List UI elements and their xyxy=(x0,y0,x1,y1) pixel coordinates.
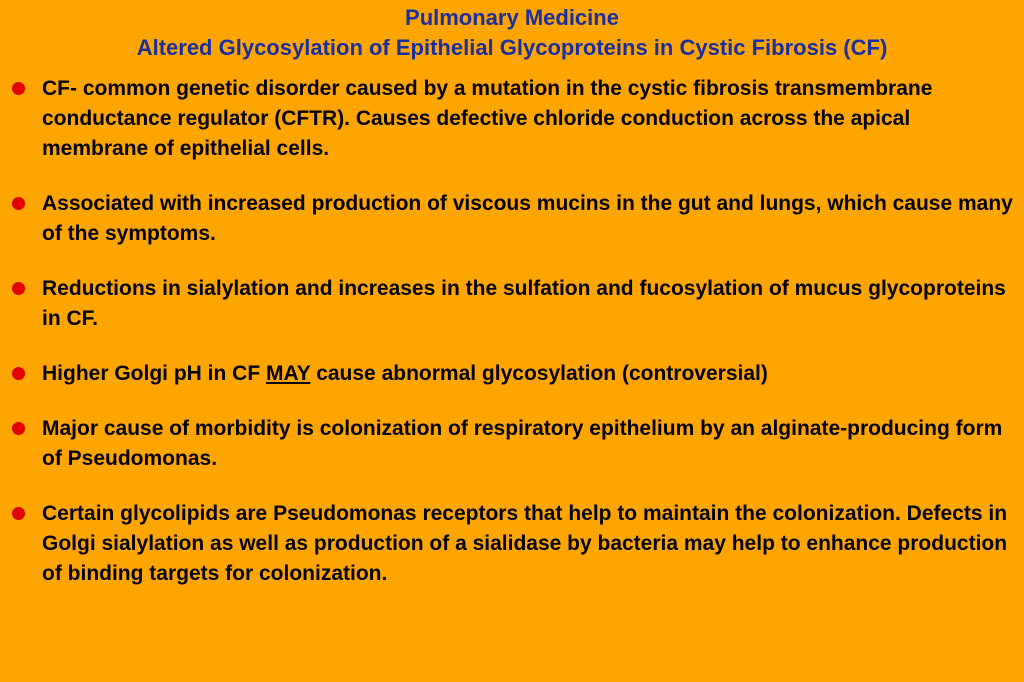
bullet-dot-icon xyxy=(12,507,25,520)
bullet-item-6 xyxy=(12,499,1018,589)
bullet-dot-icon xyxy=(12,282,25,295)
bullet-dot-icon xyxy=(12,422,25,435)
bullet-text-before: Higher Golgi pH in CF xyxy=(42,362,266,385)
title-line-2: Altered Glycosylation of Epithelial Glycoproteins in Cystic Fibrosis (CF) xyxy=(136,35,888,60)
bullet-text: CF- common genetic disorder caused by a mutation in the cystic fibrosis transmembrane conductance regulator (CFTR). Causes defective chloride conduction across the apical membrane of epithelial cells. xyxy=(42,77,933,160)
bullet-item-1 xyxy=(12,74,1018,164)
bullet-item-3 xyxy=(12,274,1018,334)
bullet-text: Reductions in sialylation and increases in the sulfation and fucosylation of mucus glycoproteins in CF. xyxy=(42,277,1006,330)
bullet-text: Major cause of morbidity is colonization of respiratory epithelium by an alginate-producing form of Pseudomonas. xyxy=(42,417,1003,470)
bullet-list xyxy=(12,74,1018,614)
bullet-text: Associated with increased production of viscous mucins in the gut and lungs, which cause many of the symptoms. xyxy=(42,192,1013,245)
bullet-item-2 xyxy=(12,189,1018,249)
bullet-dot-icon xyxy=(12,367,25,380)
bullet-dot-icon xyxy=(12,82,25,95)
slide-title xyxy=(0,0,1024,63)
bullet-text-after: cause abnormal glycosylation (controversial) xyxy=(310,362,768,385)
bullet-text: Certain glycolipids are Pseudomonas receptors that help to maintain the colonization. Defects in Golgi sialylation as well as production of a sialidase by bacteria may help to enhance production of binding targets for colonization. xyxy=(42,502,1008,585)
bullet-emphasis: MAY xyxy=(266,362,311,385)
bullet-item-4 xyxy=(12,359,1018,389)
bullet-dot-icon xyxy=(12,197,25,210)
title-line-1: Pulmonary Medicine xyxy=(405,5,619,30)
bullet-item-5 xyxy=(12,414,1018,474)
